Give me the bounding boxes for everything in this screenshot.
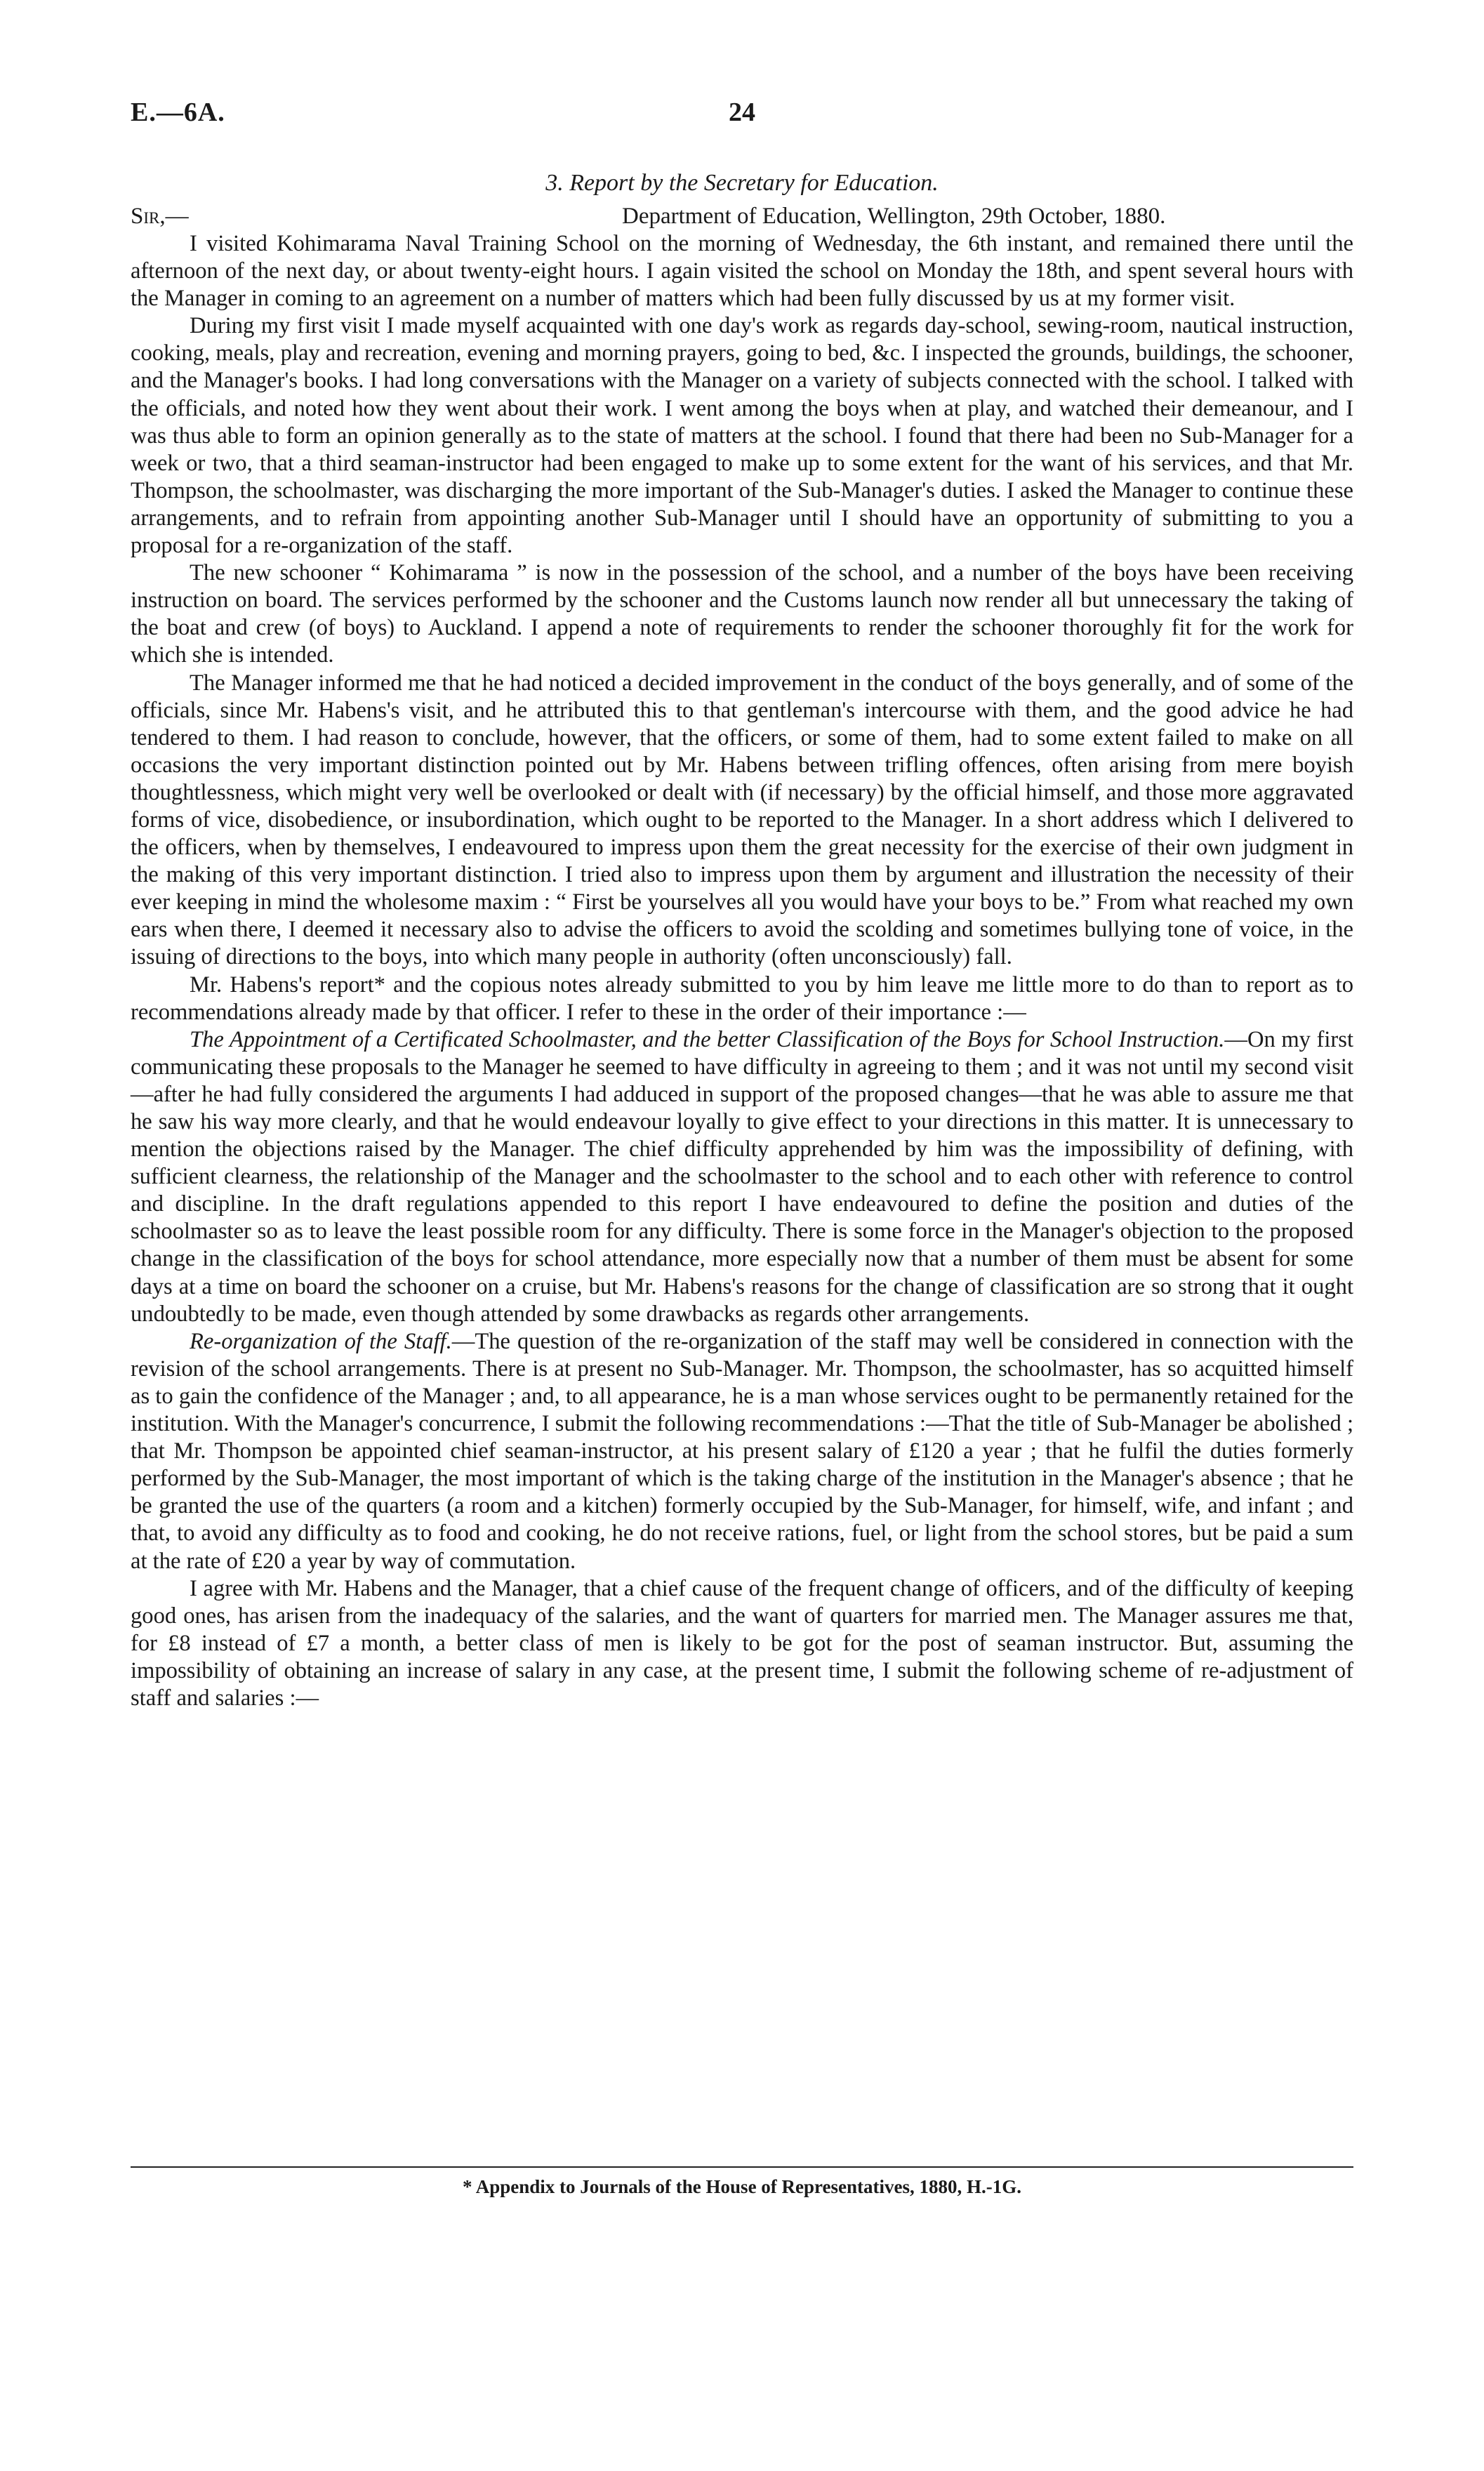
paragraph-first-visit: During my first visit I made myself acquainted with one day's work as regards day-school, sewing-room, nautical instruction, cooking, meals, play and recreation, evening and morning prayers, going to bed, &c. I inspected the grounds, buildings, the schooner, and the Manager's books. I had long conversations with the Manager on a variety of subjects connected with the school. I talked with the officials, and noted how they went about their work. I went among the boys when at play, and watched their demeanour, and I was thus able to form an opinion generally as to the state of matters at the school. I found that there had been no Sub-Manager for a week or two, that a third seaman-instructor had been engaged to make up to some extent for the want of his services, and that Mr. Thompson, the schoolmaster, was discharging the more important of the Sub-Manager's duties. I asked the Manager to continue these arrangements, and to refrain from appointing another Sub-Manager until I should have an opportunity of submitting to you a proposal for a re-organization of the staff.: [131, 313, 1353, 559]
paragraph-schoolmaster: [131, 1026, 1353, 1328]
section-heading-staff: Re-organization of the Staff.: [190, 1328, 452, 1354]
footnote: * Appendix to Journals of the House of Representatives, 1880, H.-1G.: [462, 2176, 1021, 2197]
paragraph-schoolmaster-text: —On my first communicating these proposals to the Manager he seemed to have difficulty in agreeing to them ; and it was not until my second visit—after he had fully considered the arguments I had adduced in support of the proposed changes—that he was able to assure me that he saw his way more clearly, and that he would endeavour loyally to give effect to your directions in this matter. It is unnecessary to mention the objections raised by the Manager. The chief difficulty apprehended by him was the impossibility of defining, with sufficient clearness, the relationship of the Manager and the schoolmaster to the school and to each other with reference to control and discipline. In the draft regulations appended to this report I have endeavoured to define the position and duties of the schoolmaster so as to leave the least possible room for any difficulty. There is some force in the Manager's objection to the proposed change in the classification of the boys for school attendance, more especially now that a number of them must be absent for some days at a time on board the schooner on a cruise, but Mr. Habens's reasons for the change of classification are so strong that it ought undoubtedly to be made, even though attended by some drawbacks as regards other arrangements.: [131, 1026, 1353, 1327]
paragraph-visit: I visited Kohimarama Naval Training School on the morning of Wednesday, the 6th instant, and remained there until the afternoon of the next day, or about twenty-eight hours. I again visited the school on Monday the 18th, and spent several hours with the Manager in coming to an agreement on a number of matters which had been fully discussed by us at my former visit.: [131, 231, 1353, 312]
paragraph-salaries: I agree with Mr. Habens and the Manager, that a chief cause of the frequent change of officers, and of the difficulty of keeping good ones, has arisen from the inadequacy of the salaries, and the want of quarters for married men. The Manager assures me that, for £8 instead of £7 a month, a better class of men is likely to be got for the post of seaman instructor. But, assuming the impossibility of obtaining an increase of salary in any case, at the present time, I submit the following scheme of re-adjustment of staff and salaries :—: [131, 1575, 1353, 1711]
paragraph-conduct: The Manager informed me that he had noticed a decided improvement in the conduct of the boys generally, and of some of the officials, since Mr. Habens's visit, and he attributed this to that gentleman's intercourse with them, and the good advice he had tendered to them. I had reason to conclude, however, that the officers, or some of them, had to some extent failed to make on all occasions the very important distinction pointed out by Mr. Habens between trifling offences, often arising from mere boyish thoughtlessness, which might very well be overlooked or dealt with (if necessary) by the official himself, and those more aggravated forms of vice, disobedience, or insubordination, which ought to be reported to the Manager. In a short address which I delivered to the officers, when by themselves, I endeavoured to impress upon them the great necessity for the exercise of their own judgment in the making of this very important distinction. I tried also to impress upon them by argument and illustration the necessity of their ever keeping in mind the wholesome maxim : “ First be yourselves all you would have your boys to be.” From what reached my own ears when there, I deemed it necessary also to advise the officers to avoid the scolding and sometimes bullying tone of voice, in the issuing of directions to the boys, into which many people in authority (often unconsciously) fall.: [131, 670, 1353, 970]
footnote-divider: [131, 2166, 1353, 2168]
paragraph-recommendations: Mr. Habens's report* and the copious notes already submitted to you by him leave me little more to do than to report as to recommendations already made by that officer. I refer to these in the order of their importance :—: [131, 972, 1353, 1025]
salutation: Sir,—: [131, 204, 189, 229]
page-number: 24: [729, 98, 755, 127]
document-code: E.—6A.: [131, 98, 225, 127]
section-heading-schoolmaster: The Appointment of a Certificated Schoolmaster, and the better Classification of the Boys for School Instruction.: [190, 1026, 1225, 1052]
report-title: 3. Report by the Secretary for Education.: [545, 170, 939, 196]
dateline: Department of Education, Wellington, 29th October, 1880.: [622, 204, 1166, 229]
paragraph-staff-text: —The question of the re-organization of the staff may well be considered in connection with the revision of the school arrangements. There is at present no Sub-Manager. Mr. Thompson, the schoolmaster, has so acquitted himself as to gain the confidence of the Manager ; and, to all appearance, he is a man whose services ought to be permanently retained for the institution. With the Manager's concurrence, I submit the following recommendations :—That the title of Sub-Manager be abolished ; that Mr. Thompson be appointed chief seaman-instructor, at his present salary of £120 a year ; that he fulfil the duties formerly performed by the Sub-Manager, the most important of which is the taking charge of the institution in the Manager's absence ; that he be granted the use of the quarters (a room and a kitchen) formerly occupied by the Sub-Manager, for himself, wife, and infant ; and that, to avoid any difficulty as to food and cooking, he do not receive rations, fuel, or light from the school stores, but be paid a sum at the rate of £20 a year by way of commutation.: [131, 1328, 1354, 1574]
report-body: [131, 230, 1353, 1712]
page-header: [131, 97, 1353, 131]
salutation-row: [131, 204, 1353, 232]
paragraph-staff: [131, 1328, 1353, 1575]
paragraph-schooner: The new schooner “ Kohimarama ” is now in the possession of the school, and a number of the boys have been receiving instruction on board. The services performed by the schooner and the Customs launch now render all but unnecessary the taking of the boat and crew (of boys) to Auckland. I append a note of requirements to render the schooner thoroughly fit for the work for which she is intended.: [131, 560, 1353, 668]
